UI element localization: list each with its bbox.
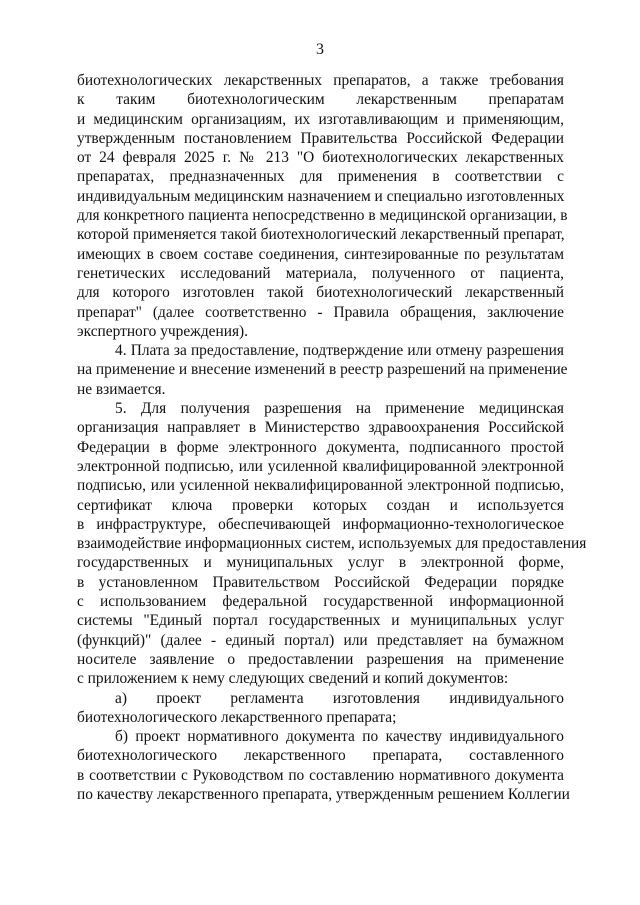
text-line: с приложением к нему следующих сведений и копий документов: xyxy=(77,670,509,688)
text-line: б) проект нормативного документа по качеству индивидуального xyxy=(115,728,564,746)
document-body xyxy=(77,71,587,804)
text-line: которой применяется такой биотехнологический лекарственный препарат, xyxy=(77,226,565,244)
text-line: государственных и муниципальных услуг в электронной форме, xyxy=(77,554,564,572)
text-line: электронной подписью, или усиленной квалифицированной электронной xyxy=(77,457,564,475)
text-line: к таким биотехнологическим лекарственным препаратам xyxy=(77,91,564,109)
text-line: 5. Для получения разрешения на применение медицинская xyxy=(115,400,564,418)
text-line: подписью, или усиленной неквалифицированной электронной подписью, xyxy=(77,477,564,495)
text-line: системы "Единый портал государственных и муниципальных услуг xyxy=(77,612,564,630)
text-line: взаимодействие информационных систем, используемых для предоставления xyxy=(77,535,587,553)
text-line: с использованием федеральной государственной информационной xyxy=(77,593,564,611)
text-line: препарат" (далее соответственно - Правила обращения, заключение xyxy=(77,303,564,321)
text-line: для которого изготовлен такой биотехнологический лекарственный xyxy=(77,284,564,302)
text-line: Федерации в форме электронного документа, подписанного простой xyxy=(77,438,564,456)
page-number: 3 xyxy=(316,41,324,58)
text-line: биотехнологических лекарственных препаратов, а также требования xyxy=(77,72,564,89)
text-line: сертификат ключа проверки которых создан и используется xyxy=(77,496,564,514)
text-line: индивидуальным медицинским назначением и специально изготовленных xyxy=(77,187,565,205)
text-line: имеющих в своем составе соединения, синтезированные по результатам xyxy=(77,245,564,263)
text-line: препаратах, предназначенных для применения в соответствии с xyxy=(77,168,564,186)
text-line: носителе заявление о предоставлении разрешения на применение xyxy=(77,650,564,668)
text-line: в установленном Правительством Российской Федерации порядке xyxy=(77,573,564,591)
text-line: генетических исследований материала, полученного от пациента, xyxy=(77,264,564,282)
text-line: в соответствии с Руководством по составлению нормативного документа xyxy=(77,766,564,784)
text-line: экспертного учреждения). xyxy=(77,322,249,340)
text-line: утвержденным постановлением Правительства Российской Федерации xyxy=(77,129,564,147)
text-line: а) проект регламента изготовления индивидуального xyxy=(115,689,564,707)
text-line: не взимается. xyxy=(77,380,166,398)
text-line: на применение и внесение изменений в реестр разрешений на применение xyxy=(77,361,568,379)
text-line: (функций)" (далее - единый портал) или представляет на бумажном xyxy=(77,631,564,649)
text-line: по качеству лекарственного препарата, утвержденным решением Коллегии xyxy=(77,785,570,803)
text-line: для конкретного пациента непосредственно в медицинской организации, в xyxy=(77,207,568,225)
text-line: биотехнологического лекарственного препарата; xyxy=(77,708,397,726)
text-line: 4. Плата за предоставление, подтверждение или отмену разрешения xyxy=(115,342,564,360)
text-line: и медицинским организациям, их изготавливающим и применяющим, xyxy=(77,110,564,128)
text-line: от 24 февраля 2025 г. № 213 "О биотехнологических лекарственных xyxy=(77,149,564,167)
text-line: организация направляет в Министерство здравоохранения Российской xyxy=(77,419,564,437)
text-line: в инфраструктуре, обеспечивающей информационно-технологическое xyxy=(77,515,564,533)
text-line: биотехнологического лекарственного препарата, составленного xyxy=(77,747,564,765)
